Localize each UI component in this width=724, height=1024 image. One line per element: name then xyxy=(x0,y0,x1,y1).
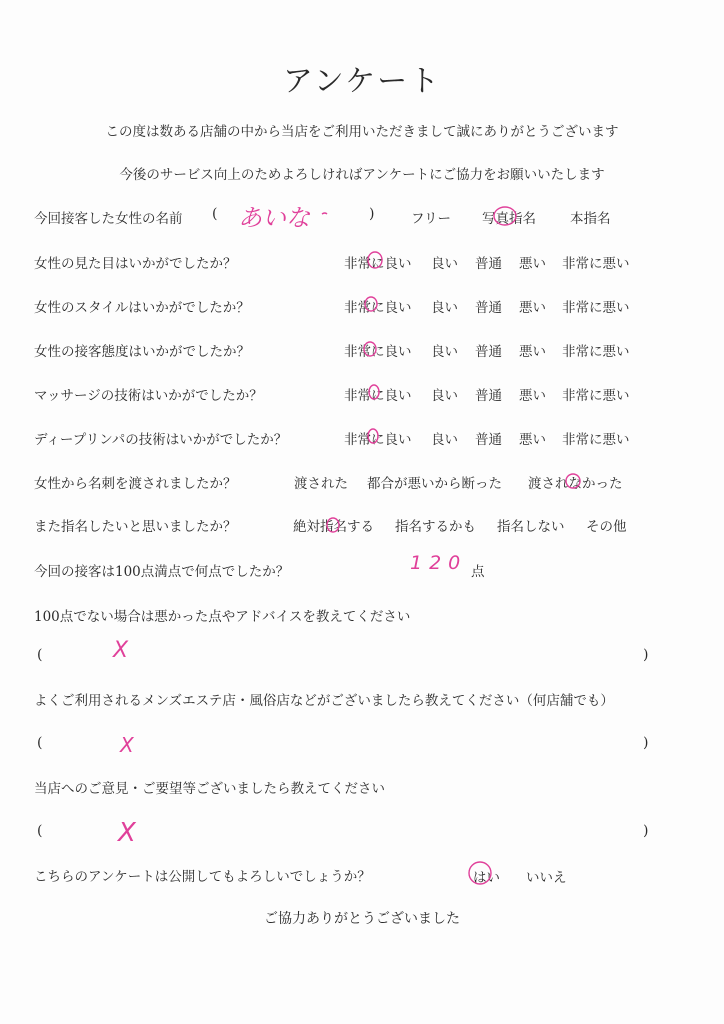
name-close-paren: ) xyxy=(369,206,375,222)
intro-line-1: この度は数ある店舗の中から当店をご利用いただきまして誠にありがとうございます xyxy=(105,124,619,140)
rating1-normal[interactable]: 普通 xyxy=(475,256,502,272)
handwritten-score[interactable]: 120 xyxy=(410,552,468,574)
free-3-answer[interactable]: X xyxy=(118,818,136,848)
repeat-option-definitely[interactable]: 絶対指名する xyxy=(293,519,374,535)
free-1-answer[interactable]: X xyxy=(113,638,129,663)
rating5-bad[interactable]: 悪い xyxy=(519,432,546,448)
rating-question-3: 女性の接客態度はいかがでしたか？ xyxy=(34,344,250,360)
name-question-label: 今回接客した女性の名前 xyxy=(34,211,183,227)
repeat-option-other[interactable]: その他 xyxy=(586,519,627,535)
free-question-1: 100点でない場合は悪かった点やアドバイスを教えてください xyxy=(34,609,411,625)
rating3-normal[interactable]: 普通 xyxy=(475,344,502,360)
rating4-very-good[interactable]: 非常に良い xyxy=(344,388,412,404)
free-2-close-paren: ) xyxy=(643,735,649,751)
free-question-3: 当店へのご意見・ご要望等ございましたら教えてください xyxy=(34,781,385,797)
free-3-close-paren: ) xyxy=(643,823,649,839)
repeat-option-no[interactable]: 指名しない xyxy=(497,519,565,535)
free-1-close-paren: ) xyxy=(643,647,649,663)
rating4-bad[interactable]: 悪い xyxy=(519,388,546,404)
repeat-question-label: また指名したいと思いましたか？ xyxy=(34,519,237,535)
rating5-good[interactable]: 良い xyxy=(431,432,458,448)
rating2-very-good[interactable]: 非常に良い xyxy=(344,300,412,316)
rating2-good[interactable]: 良い xyxy=(431,300,458,316)
score-unit: 点 xyxy=(471,564,485,580)
name-option-photo[interactable]: 写真指名 xyxy=(482,211,536,227)
rating2-normal[interactable]: 普通 xyxy=(475,300,502,316)
free-1-open-paren: ( xyxy=(37,647,43,663)
rating-question-4: マッサージの技術はいかがでしたか？ xyxy=(34,388,263,404)
free-2-answer[interactable]: X xyxy=(120,733,134,757)
rating3-very-bad[interactable]: 非常に悪い xyxy=(562,344,630,360)
rating1-bad[interactable]: 悪い xyxy=(519,256,546,272)
card-option-received[interactable]: 渡された xyxy=(294,476,348,492)
name-option-main[interactable]: 本指名 xyxy=(570,211,611,227)
rating4-very-bad[interactable]: 非常に悪い xyxy=(562,388,630,404)
handwritten-name[interactable]: あいな xyxy=(238,204,310,232)
rating-question-1: 女性の見た目はいかがでしたか？ xyxy=(34,256,237,272)
rating4-good[interactable]: 良い xyxy=(431,388,458,404)
pen-stroke-name xyxy=(322,213,327,214)
free-3-open-paren: ( xyxy=(37,823,43,839)
publish-option-yes[interactable]: はい xyxy=(473,870,500,886)
card-option-not-received[interactable]: 渡されなかった xyxy=(528,476,623,492)
rating2-bad[interactable]: 悪い xyxy=(519,300,546,316)
publish-question-label: こちらのアンケートは公開してもよろしいでしょうか？ xyxy=(34,869,371,885)
rating1-very-bad[interactable]: 非常に悪い xyxy=(562,256,630,272)
closing-message: ご協力ありがとうございました xyxy=(264,911,460,927)
repeat-option-maybe[interactable]: 指名するかも xyxy=(395,519,476,535)
name-option-free[interactable]: フリー xyxy=(411,211,451,227)
rating3-good[interactable]: 良い xyxy=(431,344,458,360)
rating1-very-good[interactable]: 非常に良い xyxy=(344,256,412,272)
rating3-very-good[interactable]: 非常に良い xyxy=(344,344,412,360)
rating2-very-bad[interactable]: 非常に悪い xyxy=(562,300,630,316)
intro-line-2: 今後のサービス向上のためよろしければアンケートにご協力をお願いいたします xyxy=(119,167,605,183)
card-question-label: 女性から名刺を渡されましたか？ xyxy=(34,476,237,492)
page-title: アンケート xyxy=(282,64,442,99)
name-open-paren: ( xyxy=(212,206,218,222)
rating-question-5: ディープリンパの技術はいかがでしたか？ xyxy=(34,432,288,448)
rating5-very-good[interactable]: 非常に良い xyxy=(344,432,412,448)
free-question-2: よくご利用されるメンズエステ店・風俗店などがございましたら教えてください（何店舗でも） xyxy=(34,693,614,709)
rating-question-2: 女性のスタイルはいかがでしたか？ xyxy=(34,300,250,316)
rating4-normal[interactable]: 普通 xyxy=(475,388,502,404)
card-option-declined[interactable]: 都合が悪いから断った xyxy=(367,476,502,492)
rating3-bad[interactable]: 悪い xyxy=(519,344,546,360)
rating5-normal[interactable]: 普通 xyxy=(475,432,502,448)
free-2-open-paren: ( xyxy=(37,735,43,751)
rating5-very-bad[interactable]: 非常に悪い xyxy=(562,432,630,448)
publish-option-no[interactable]: いいえ xyxy=(526,870,567,886)
rating1-good[interactable]: 良い xyxy=(431,256,458,272)
score-question-label: 今回の接客は100点満点で何点でしたか？ xyxy=(34,564,290,580)
